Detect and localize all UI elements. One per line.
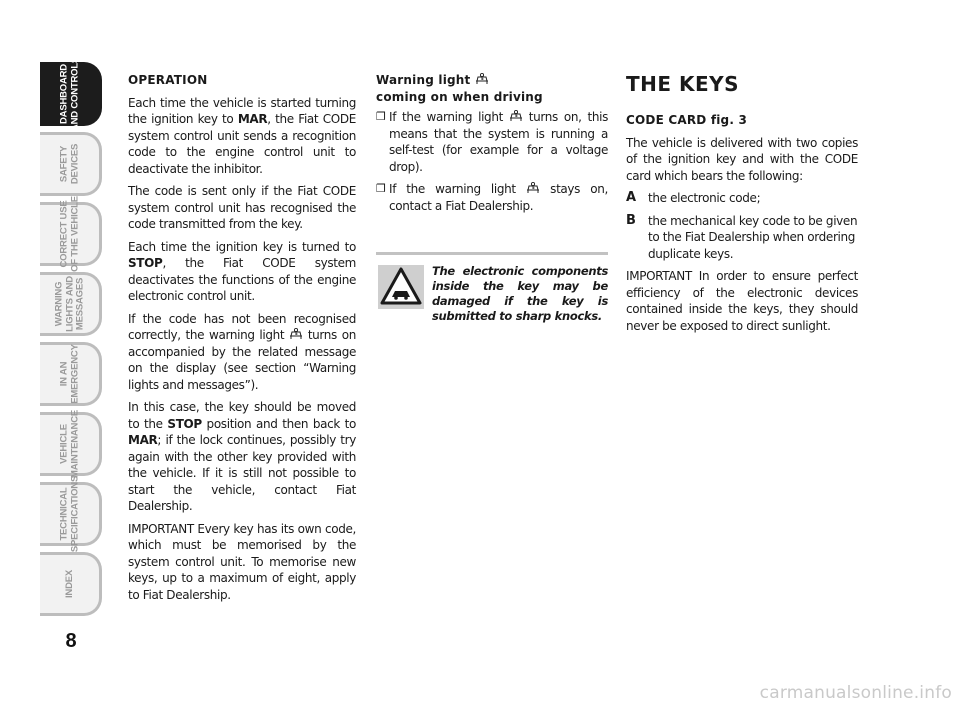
car-key-warning-icon [475,72,489,86]
tab-label: DASHBOARD AND CONTROLS [58,56,80,132]
definition-text: the mechanical key code to be given to the Fiat Dealership when ordering duplicate keys. [648,213,858,261]
section-heading-code-card: CODE CARD fig. 3 [626,113,748,127]
section-heading-operation: OPERATION [128,73,208,87]
tab-label: CORRECT USE OF THE VEHICLE [58,196,80,272]
text: position and then back to [201,416,356,431]
text: turns on accompanied by the related message on the display (see section “Warning lights and messages”). [128,328,356,392]
text: , the Fiat CODE system deactivates the functions of the engine electronic control unit. [128,256,356,303]
tab-label: WARNING LIGHTS AND MESSAGES [52,276,85,332]
tab-index[interactable] [40,552,102,616]
keyword-mar: MAR [128,433,158,447]
heading-text: coming on when driving [376,89,543,104]
paragraph: The code is sent only if the Fiat CODE system control unit has recognised the code transmitted from the key. [128,184,356,231]
text: stays on, contact a Fiat Dealership. [389,182,608,213]
paragraph [128,311,356,394]
text: If the code has not been recognised correctly, the warning light [128,311,356,342]
column-warning-light [376,72,608,220]
definition-text: the electronic code; [648,191,761,205]
text: , the Fiat CODE system control unit sends a recognition code to the engine control unit to deactivate the inhibitor. [128,112,356,176]
list-item-text [389,181,608,214]
paragraph: The vehicle is delivered with two copies of the ignition key and with the CODE card which bears the following: [626,135,858,183]
tab-correct-use[interactable] [40,196,102,272]
tab-label: IN AN EMERGENCY [58,344,80,404]
car-key-warning-icon [289,327,303,341]
checkbox-bullet-icon: ❒ [376,110,386,123]
paragraph: IMPORTANT In order to ensure perfect efficiency of the electronic devices contained inside the keys, they should never be exposed to direct sunlight. [626,269,858,333]
car-key-warning-icon [509,109,523,123]
text: Each time the ignition key is turned to [128,239,356,254]
list-item-text [389,109,608,175]
definition-item-b [626,213,858,263]
section-heading-warning-light [376,72,608,105]
column-operation [128,72,356,609]
tab-label: VEHICLE MAINTENANCE [58,410,80,478]
keyword-stop: STOP [128,256,163,270]
paragraph: IMPORTANT Every key has its own code, which must be memorised by the system control unit. To memorise new keys, up to a maximum of eight, apply to Fiat Dealership. [128,521,356,602]
tab-warning-lights[interactable] [40,272,102,336]
text: Each time the vehicle is started turning the ignition key to [128,95,356,126]
paragraph [128,399,356,515]
heading-text: Warning light [376,73,475,87]
tab-label: TECHNICAL SPECIFICATIONS [58,475,80,553]
text: If the warning light [389,110,509,124]
paragraph [128,95,356,178]
text: ; if the lock continues, possibly try again with the other key provided with the vehicle. If it is still not possible to start the vehicle, contact Fiat Dealership. [128,433,356,513]
list-item [376,181,608,214]
text: If the warning light [389,182,526,196]
keyword-stop: STOP [167,416,202,431]
car-key-warning-icon [526,181,540,195]
paragraph [128,239,356,305]
list-item [376,109,608,175]
warning-sign [378,265,424,309]
page-title: THE KEYS [626,72,740,96]
definition-item-a [626,190,858,207]
tab-label: SAFETY DEVICES [58,143,80,185]
warning-text: The electronic components inside the key may be damaged if the key is submitted to sharp knocks. [432,264,608,323]
warning-note [376,252,608,329]
text: turns on, this means that the system is running a self-test (for example for a voltage drop). [389,110,609,174]
page-number: 8 [65,630,77,652]
definition-letter: B [626,212,636,228]
tab-technical-specifications[interactable] [40,475,102,553]
definition-letter: A [626,190,636,205]
warning-triangle-icon [378,265,424,309]
tab-vehicle-maintenance[interactable] [40,412,102,476]
checkbox-bullet-icon: ❒ [376,182,386,195]
tab-in-an-emergency[interactable] [40,342,102,406]
watermark-text: carmanualsonline.info [759,683,952,703]
tab-safety-devices[interactable] [40,132,102,196]
keyword-mar: MAR [237,112,268,126]
text: In this case, the key should be moved to the [128,400,356,431]
column-the-keys [626,72,858,340]
tab-label: INDEX [63,569,75,599]
tab-dashboard-and-controls[interactable] [40,56,102,132]
